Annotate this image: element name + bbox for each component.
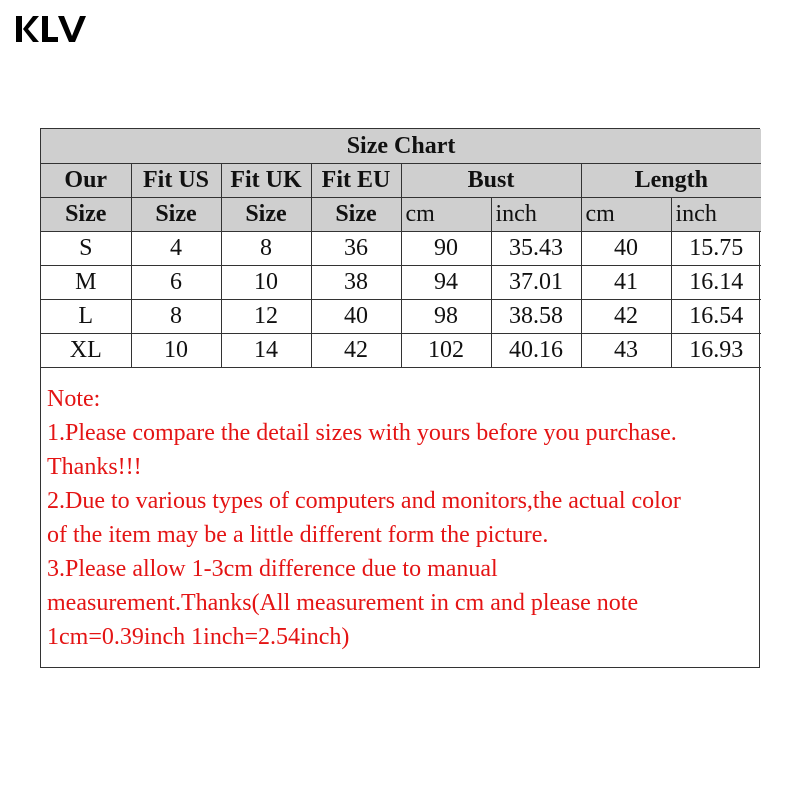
cell-bust-cm: 102 <box>401 333 491 367</box>
header-our-size-2: Size <box>41 197 131 231</box>
note-line: Thanks!!! <box>47 453 142 480</box>
size-chart-table <box>41 129 761 368</box>
note-line: 1.Please compare the detail sizes with yours before you purchase. <box>47 419 677 446</box>
table-row <box>41 265 761 299</box>
cell-fit-eu: 38 <box>311 265 401 299</box>
table-row <box>41 333 761 367</box>
cell-bust-inch: 40.16 <box>491 333 581 367</box>
note-line: 2.Due to various types of computers and monitors,the actual color <box>47 487 681 514</box>
header-fit-uk-2: Size <box>221 197 311 231</box>
cell-fit-uk: 10 <box>221 265 311 299</box>
cell-bust-cm: 98 <box>401 299 491 333</box>
header-fit-us: Fit US <box>131 163 221 197</box>
cell-fit-uk: 12 <box>221 299 311 333</box>
cell-length-cm: 41 <box>581 265 671 299</box>
notes-section <box>41 368 759 654</box>
cell-our-size: S <box>41 231 131 265</box>
cell-length-inch: 16.14 <box>671 265 761 299</box>
cell-bust-inch: 37.01 <box>491 265 581 299</box>
table-row <box>41 299 761 333</box>
header-length: Length <box>581 163 761 197</box>
cell-bust-inch: 35.43 <box>491 231 581 265</box>
cell-fit-uk: 8 <box>221 231 311 265</box>
cell-bust-cm: 90 <box>401 231 491 265</box>
note-line: 3.Please allow 1-3cm difference due to manual <box>47 555 498 582</box>
cell-bust-inch: 38.58 <box>491 299 581 333</box>
cell-length-cm: 42 <box>581 299 671 333</box>
header-fit-eu-2: Size <box>311 197 401 231</box>
note-heading: Note: <box>47 385 101 412</box>
note-line: 1cm=0.39inch 1inch=2.54inch) <box>47 623 350 650</box>
table-title: Size Chart <box>41 129 761 163</box>
cell-fit-eu: 42 <box>311 333 401 367</box>
cell-fit-eu: 36 <box>311 231 401 265</box>
cell-length-cm: 43 <box>581 333 671 367</box>
header-fit-eu: Fit EU <box>311 163 401 197</box>
header-length-cm: cm <box>581 197 671 231</box>
cell-our-size: XL <box>41 333 131 367</box>
cell-length-inch: 15.75 <box>671 231 761 265</box>
note-line: of the item may be a little different form the picture. <box>47 521 549 548</box>
cell-length-inch: 16.93 <box>671 333 761 367</box>
table-row <box>41 231 761 265</box>
cell-fit-us: 8 <box>131 299 221 333</box>
header-bust: Bust <box>401 163 581 197</box>
brand-logo <box>14 12 86 46</box>
cell-our-size: L <box>41 299 131 333</box>
cell-bust-cm: 94 <box>401 265 491 299</box>
header-length-inch: inch <box>671 197 761 231</box>
cell-fit-us: 6 <box>131 265 221 299</box>
cell-our-size: M <box>41 265 131 299</box>
cell-length-inch: 16.54 <box>671 299 761 333</box>
header-fit-uk: Fit UK <box>221 163 311 197</box>
cell-fit-eu: 40 <box>311 299 401 333</box>
cell-length-cm: 40 <box>581 231 671 265</box>
cell-fit-us: 10 <box>131 333 221 367</box>
header-bust-cm: cm <box>401 197 491 231</box>
cell-fit-us: 4 <box>131 231 221 265</box>
size-chart-container <box>40 128 760 668</box>
cell-fit-uk: 14 <box>221 333 311 367</box>
header-fit-us-2: Size <box>131 197 221 231</box>
header-bust-inch: inch <box>491 197 581 231</box>
note-line: measurement.Thanks(All measurement in cm and please note <box>47 589 639 616</box>
header-our-size: Our <box>41 163 131 197</box>
